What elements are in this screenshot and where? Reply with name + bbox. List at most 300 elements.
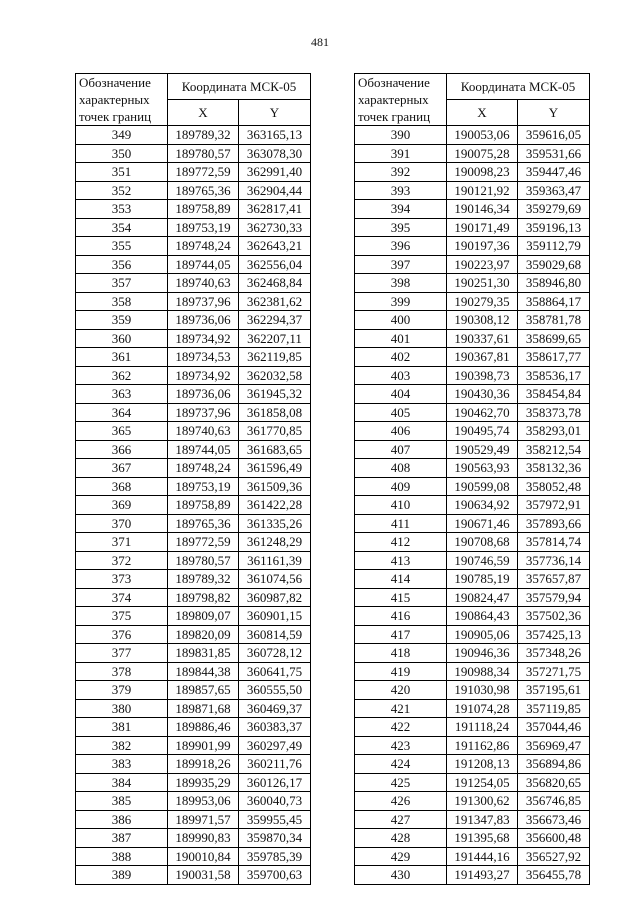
- table-row: [355, 570, 590, 589]
- x-coordinate-cell: 189772,59: [168, 163, 239, 182]
- table-row: [76, 533, 311, 552]
- table-row: [76, 348, 311, 367]
- y-coordinate-cell: 359196,13: [518, 218, 590, 237]
- x-coordinate-cell: 190746,59: [447, 551, 518, 570]
- y-coordinate-cell: 357348,26: [518, 644, 590, 663]
- table-row: [355, 514, 590, 533]
- y-column-header: Y: [239, 100, 311, 126]
- x-coordinate-cell: 190529,49: [447, 440, 518, 459]
- point-number-cell: 363: [76, 385, 168, 404]
- y-coordinate-cell: 359363,47: [518, 181, 590, 200]
- x-coordinate-cell: 189820,09: [168, 625, 239, 644]
- table-row: [355, 588, 590, 607]
- table-row: [355, 255, 590, 274]
- point-number-cell: 410: [355, 496, 447, 515]
- x-coordinate-cell: 189886,46: [168, 718, 239, 737]
- point-number-cell: 421: [355, 699, 447, 718]
- table-row: [76, 588, 311, 607]
- point-number-cell: 376: [76, 625, 168, 644]
- table-row: [355, 847, 590, 866]
- point-number-cell: 426: [355, 792, 447, 811]
- coordinate-system-header: Координата МСК-05: [168, 74, 311, 100]
- point-number-cell: 387: [76, 829, 168, 848]
- point-number-cell: 401: [355, 329, 447, 348]
- y-coordinate-cell: 362556,04: [239, 255, 311, 274]
- x-coordinate-cell: 189748,24: [168, 459, 239, 478]
- x-coordinate-cell: 190308,12: [447, 311, 518, 330]
- table-body-left: [76, 126, 311, 885]
- point-number-cell: 419: [355, 662, 447, 681]
- x-coordinate-cell: 189744,05: [168, 255, 239, 274]
- point-number-cell: 389: [76, 866, 168, 885]
- table-row: [76, 459, 311, 478]
- x-column-header: X: [447, 100, 518, 126]
- x-coordinate-cell: 189780,57: [168, 144, 239, 163]
- x-coordinate-cell: 190563,93: [447, 459, 518, 478]
- table-row: [76, 755, 311, 774]
- table-row: [355, 200, 590, 219]
- table-row: [355, 440, 590, 459]
- y-coordinate-cell: 360641,75: [239, 662, 311, 681]
- y-coordinate-cell: 356600,48: [518, 829, 590, 848]
- point-number-cell: 396: [355, 237, 447, 256]
- table-row: [355, 681, 590, 700]
- x-coordinate-cell: 191074,28: [447, 699, 518, 718]
- x-coordinate-cell: 189734,53: [168, 348, 239, 367]
- y-coordinate-cell: 363165,13: [239, 126, 311, 145]
- y-coordinate-cell: 359785,39: [239, 847, 311, 866]
- x-coordinate-cell: 190905,06: [447, 625, 518, 644]
- y-coordinate-cell: 356969,47: [518, 736, 590, 755]
- table-row: [355, 366, 590, 385]
- point-number-cell: 370: [76, 514, 168, 533]
- y-coordinate-cell: 356673,46: [518, 810, 590, 829]
- x-coordinate-cell: 191162,86: [447, 736, 518, 755]
- x-coordinate-cell: 190988,34: [447, 662, 518, 681]
- point-number-cell: 352: [76, 181, 168, 200]
- point-number-cell: 390: [355, 126, 447, 145]
- y-coordinate-cell: 359279,69: [518, 200, 590, 219]
- x-coordinate-cell: 190223,97: [447, 255, 518, 274]
- point-number-cell: 425: [355, 773, 447, 792]
- coordinates-table-left: [75, 73, 311, 885]
- y-coordinate-cell: 362294,37: [239, 311, 311, 330]
- point-number-cell: 427: [355, 810, 447, 829]
- y-coordinate-cell: 362730,33: [239, 218, 311, 237]
- y-coordinate-cell: 362643,21: [239, 237, 311, 256]
- y-coordinate-cell: 360383,37: [239, 718, 311, 737]
- y-coordinate-cell: 361248,29: [239, 533, 311, 552]
- x-coordinate-cell: 189857,65: [168, 681, 239, 700]
- y-coordinate-cell: 363078,30: [239, 144, 311, 163]
- point-number-cell: 424: [355, 755, 447, 774]
- x-coordinate-cell: 191118,24: [447, 718, 518, 737]
- point-number-cell: 407: [355, 440, 447, 459]
- x-coordinate-cell: 189809,07: [168, 607, 239, 626]
- table-row: [76, 311, 311, 330]
- point-number-cell: 379: [76, 681, 168, 700]
- x-coordinate-cell: 190171,49: [447, 218, 518, 237]
- table-row: [76, 773, 311, 792]
- point-number-cell: 404: [355, 385, 447, 404]
- x-coordinate-cell: 189831,85: [168, 644, 239, 663]
- y-coordinate-cell: 357814,74: [518, 533, 590, 552]
- x-coordinate-cell: 191347,83: [447, 810, 518, 829]
- y-coordinate-cell: 358212,54: [518, 440, 590, 459]
- y-coordinate-cell: 357044,46: [518, 718, 590, 737]
- x-coordinate-cell: 189901,99: [168, 736, 239, 755]
- point-number-cell: 397: [355, 255, 447, 274]
- y-coordinate-cell: 359112,79: [518, 237, 590, 256]
- table-row: [355, 237, 590, 256]
- y-coordinate-cell: 360555,50: [239, 681, 311, 700]
- y-column-header: Y: [518, 100, 590, 126]
- table-row: [76, 366, 311, 385]
- x-coordinate-cell: 189737,96: [168, 292, 239, 311]
- y-coordinate-cell: 358946,80: [518, 274, 590, 293]
- y-coordinate-cell: 360814,59: [239, 625, 311, 644]
- table-row: [355, 311, 590, 330]
- table-row: [76, 829, 311, 848]
- point-number-cell: 378: [76, 662, 168, 681]
- y-coordinate-cell: 362119,85: [239, 348, 311, 367]
- point-number-cell: 371: [76, 533, 168, 552]
- table-row: [355, 163, 590, 182]
- x-coordinate-cell: 189772,59: [168, 533, 239, 552]
- x-coordinate-cell: 189935,29: [168, 773, 239, 792]
- point-number-cell: 412: [355, 533, 447, 552]
- x-coordinate-cell: 189971,57: [168, 810, 239, 829]
- point-number-cell: 428: [355, 829, 447, 848]
- x-coordinate-cell: 189789,32: [168, 126, 239, 145]
- table-row: [355, 829, 590, 848]
- x-coordinate-cell: 189753,19: [168, 218, 239, 237]
- table-row: [76, 403, 311, 422]
- point-number-cell: 418: [355, 644, 447, 663]
- y-coordinate-cell: 356746,85: [518, 792, 590, 811]
- y-coordinate-cell: 361858,08: [239, 403, 311, 422]
- point-number-cell: 360: [76, 329, 168, 348]
- point-number-cell: 367: [76, 459, 168, 478]
- point-number-cell: 353: [76, 200, 168, 219]
- table-row: [355, 644, 590, 663]
- y-coordinate-cell: 358617,77: [518, 348, 590, 367]
- table-row: [76, 126, 311, 145]
- y-coordinate-cell: 359700,63: [239, 866, 311, 885]
- y-coordinate-cell: 361596,49: [239, 459, 311, 478]
- table-row: [355, 607, 590, 626]
- point-number-cell: 430: [355, 866, 447, 885]
- point-number-cell: 393: [355, 181, 447, 200]
- x-coordinate-cell: 191444,16: [447, 847, 518, 866]
- table-row: [76, 625, 311, 644]
- point-number-cell: 368: [76, 477, 168, 496]
- x-coordinate-cell: 190398,73: [447, 366, 518, 385]
- x-coordinate-cell: 189734,92: [168, 329, 239, 348]
- table-row: [76, 736, 311, 755]
- point-number-cell: 375: [76, 607, 168, 626]
- x-coordinate-cell: 190146,34: [447, 200, 518, 219]
- y-coordinate-cell: 358454,84: [518, 385, 590, 404]
- table-row: [76, 810, 311, 829]
- y-coordinate-cell: 361161,39: [239, 551, 311, 570]
- y-coordinate-cell: 360126,17: [239, 773, 311, 792]
- point-number-cell: 385: [76, 792, 168, 811]
- point-number-cell: 409: [355, 477, 447, 496]
- point-number-cell: 416: [355, 607, 447, 626]
- table-row: [76, 551, 311, 570]
- table-row: [76, 440, 311, 459]
- table-row: [355, 625, 590, 644]
- y-coordinate-cell: 356820,65: [518, 773, 590, 792]
- point-number-cell: 398: [355, 274, 447, 293]
- x-coordinate-cell: 190053,06: [447, 126, 518, 145]
- table-row: [76, 385, 311, 404]
- y-coordinate-cell: 359029,68: [518, 255, 590, 274]
- table-row: [355, 736, 590, 755]
- y-coordinate-cell: 356527,92: [518, 847, 590, 866]
- table-row: [76, 218, 311, 237]
- table-row: [355, 422, 590, 441]
- y-coordinate-cell: 357579,94: [518, 588, 590, 607]
- point-number-cell: 359: [76, 311, 168, 330]
- point-number-cell: 402: [355, 348, 447, 367]
- point-number-cell: 392: [355, 163, 447, 182]
- point-number-cell: 358: [76, 292, 168, 311]
- point-number-cell: 391: [355, 144, 447, 163]
- x-coordinate-cell: 190634,92: [447, 496, 518, 515]
- table-row: [76, 607, 311, 626]
- point-number-cell: 400: [355, 311, 447, 330]
- y-coordinate-cell: 360211,76: [239, 755, 311, 774]
- point-number-cell: 388: [76, 847, 168, 866]
- table-row: [76, 792, 311, 811]
- x-coordinate-cell: 189734,92: [168, 366, 239, 385]
- x-coordinate-cell: 189953,06: [168, 792, 239, 811]
- coordinate-system-header: Координата МСК-05: [447, 74, 590, 100]
- point-number-cell: 351: [76, 163, 168, 182]
- table-row: [76, 644, 311, 663]
- table-row: [355, 218, 590, 237]
- table-row: [76, 255, 311, 274]
- y-coordinate-cell: 357502,36: [518, 607, 590, 626]
- y-coordinate-cell: 361509,36: [239, 477, 311, 496]
- x-coordinate-cell: 191030,98: [447, 681, 518, 700]
- y-coordinate-cell: 361683,65: [239, 440, 311, 459]
- x-coordinate-cell: 189871,68: [168, 699, 239, 718]
- point-number-cell: 356: [76, 255, 168, 274]
- y-coordinate-cell: 361770,85: [239, 422, 311, 441]
- x-column-header: X: [168, 100, 239, 126]
- y-coordinate-cell: 357271,75: [518, 662, 590, 681]
- y-coordinate-cell: 359616,05: [518, 126, 590, 145]
- point-number-cell: 386: [76, 810, 168, 829]
- y-coordinate-cell: 358536,17: [518, 366, 590, 385]
- table-row: [76, 181, 311, 200]
- y-coordinate-cell: 360728,12: [239, 644, 311, 663]
- point-number-cell: 423: [355, 736, 447, 755]
- y-coordinate-cell: 358052,48: [518, 477, 590, 496]
- point-number-cell: 373: [76, 570, 168, 589]
- x-coordinate-cell: 189740,63: [168, 274, 239, 293]
- point-number-cell: 366: [76, 440, 168, 459]
- x-coordinate-cell: 189798,82: [168, 588, 239, 607]
- y-coordinate-cell: 362991,40: [239, 163, 311, 182]
- x-coordinate-cell: 190495,74: [447, 422, 518, 441]
- x-coordinate-cell: 189748,24: [168, 237, 239, 256]
- y-coordinate-cell: 361422,28: [239, 496, 311, 515]
- point-number-cell: 364: [76, 403, 168, 422]
- y-coordinate-cell: 362381,62: [239, 292, 311, 311]
- x-coordinate-cell: 189844,38: [168, 662, 239, 681]
- page-number: 481: [311, 35, 329, 49]
- x-coordinate-cell: 189740,63: [168, 422, 239, 441]
- table-row: [355, 126, 590, 145]
- point-number-cell: 355: [76, 237, 168, 256]
- y-coordinate-cell: 356455,78: [518, 866, 590, 885]
- table-row: [76, 237, 311, 256]
- y-coordinate-cell: 357972,91: [518, 496, 590, 515]
- table-row: [355, 810, 590, 829]
- table-row: [76, 477, 311, 496]
- point-number-cell: 395: [355, 218, 447, 237]
- table-row: [355, 477, 590, 496]
- x-coordinate-cell: 189753,19: [168, 477, 239, 496]
- x-coordinate-cell: 190121,92: [447, 181, 518, 200]
- x-coordinate-cell: 189765,36: [168, 181, 239, 200]
- point-number-cell: 382: [76, 736, 168, 755]
- x-coordinate-cell: 190197,36: [447, 237, 518, 256]
- table-row: [76, 329, 311, 348]
- point-number-cell: 429: [355, 847, 447, 866]
- point-number-cell: 383: [76, 755, 168, 774]
- x-coordinate-cell: 189736,06: [168, 311, 239, 330]
- point-number-cell: 369: [76, 496, 168, 515]
- x-coordinate-cell: 190098,23: [447, 163, 518, 182]
- x-coordinate-cell: 190075,28: [447, 144, 518, 163]
- point-number-cell: 361: [76, 348, 168, 367]
- y-coordinate-cell: 361945,32: [239, 385, 311, 404]
- table-row: [76, 163, 311, 182]
- x-coordinate-cell: 189736,06: [168, 385, 239, 404]
- y-coordinate-cell: 358781,78: [518, 311, 590, 330]
- y-coordinate-cell: 362468,84: [239, 274, 311, 293]
- y-coordinate-cell: 357893,66: [518, 514, 590, 533]
- point-label-header: Обозначение характерных точек границ: [76, 74, 168, 126]
- x-coordinate-cell: 189990,83: [168, 829, 239, 848]
- y-coordinate-cell: 357195,61: [518, 681, 590, 700]
- x-coordinate-cell: 190031,58: [168, 866, 239, 885]
- y-coordinate-cell: 357736,14: [518, 551, 590, 570]
- point-number-cell: 394: [355, 200, 447, 219]
- x-coordinate-cell: 190367,81: [447, 348, 518, 367]
- table-row: [355, 459, 590, 478]
- x-coordinate-cell: 189780,57: [168, 551, 239, 570]
- point-number-cell: 406: [355, 422, 447, 441]
- y-coordinate-cell: 356894,86: [518, 755, 590, 774]
- table-row: [355, 292, 590, 311]
- table-row: [355, 866, 590, 885]
- table-row: [355, 699, 590, 718]
- y-coordinate-cell: 357425,13: [518, 625, 590, 644]
- y-coordinate-cell: 362817,41: [239, 200, 311, 219]
- table-row: [355, 755, 590, 774]
- y-coordinate-cell: 360901,15: [239, 607, 311, 626]
- point-number-cell: 422: [355, 718, 447, 737]
- x-coordinate-cell: 190864,43: [447, 607, 518, 626]
- x-coordinate-cell: 191300,62: [447, 792, 518, 811]
- point-number-cell: 411: [355, 514, 447, 533]
- table-body-right: [355, 126, 590, 885]
- table-row: [355, 718, 590, 737]
- table-row: [355, 792, 590, 811]
- table-row: [76, 570, 311, 589]
- x-coordinate-cell: 189758,89: [168, 496, 239, 515]
- point-number-cell: 413: [355, 551, 447, 570]
- x-coordinate-cell: 190824,47: [447, 588, 518, 607]
- table-row: [355, 403, 590, 422]
- y-coordinate-cell: 358373,78: [518, 403, 590, 422]
- x-coordinate-cell: 190599,08: [447, 477, 518, 496]
- y-coordinate-cell: 361074,56: [239, 570, 311, 589]
- x-coordinate-cell: 189737,96: [168, 403, 239, 422]
- table-row: [355, 274, 590, 293]
- point-number-cell: 420: [355, 681, 447, 700]
- table-row: [355, 551, 590, 570]
- point-number-cell: 377: [76, 644, 168, 663]
- x-coordinate-cell: 189789,32: [168, 570, 239, 589]
- x-coordinate-cell: 190785,19: [447, 570, 518, 589]
- x-coordinate-cell: 190337,61: [447, 329, 518, 348]
- point-number-cell: 417: [355, 625, 447, 644]
- table-row: [76, 200, 311, 219]
- point-number-cell: 403: [355, 366, 447, 385]
- point-number-cell: 354: [76, 218, 168, 237]
- table-row: [76, 718, 311, 737]
- table-row: [355, 773, 590, 792]
- table-row: [76, 514, 311, 533]
- y-coordinate-cell: 358293,01: [518, 422, 590, 441]
- x-coordinate-cell: 191395,68: [447, 829, 518, 848]
- y-coordinate-cell: 358699,65: [518, 329, 590, 348]
- x-coordinate-cell: 190430,36: [447, 385, 518, 404]
- x-coordinate-cell: 191208,13: [447, 755, 518, 774]
- point-number-cell: 381: [76, 718, 168, 737]
- x-coordinate-cell: 189765,36: [168, 514, 239, 533]
- table-row: [76, 847, 311, 866]
- table-row: [355, 496, 590, 515]
- y-coordinate-cell: 362207,11: [239, 329, 311, 348]
- point-number-cell: 380: [76, 699, 168, 718]
- point-number-cell: 365: [76, 422, 168, 441]
- y-coordinate-cell: 359531,66: [518, 144, 590, 163]
- point-number-cell: 374: [76, 588, 168, 607]
- x-coordinate-cell: 190671,46: [447, 514, 518, 533]
- x-coordinate-cell: 191493,27: [447, 866, 518, 885]
- point-number-cell: 384: [76, 773, 168, 792]
- y-coordinate-cell: 360040,73: [239, 792, 311, 811]
- table-row: [76, 144, 311, 163]
- table-row: [355, 385, 590, 404]
- table-row: [76, 866, 311, 885]
- point-label-header: Обозначение характерных точек границ: [355, 74, 447, 126]
- point-number-cell: 405: [355, 403, 447, 422]
- table-row: [76, 496, 311, 515]
- y-coordinate-cell: 359870,34: [239, 829, 311, 848]
- y-coordinate-cell: 357119,85: [518, 699, 590, 718]
- point-number-cell: 399: [355, 292, 447, 311]
- table-row: [76, 422, 311, 441]
